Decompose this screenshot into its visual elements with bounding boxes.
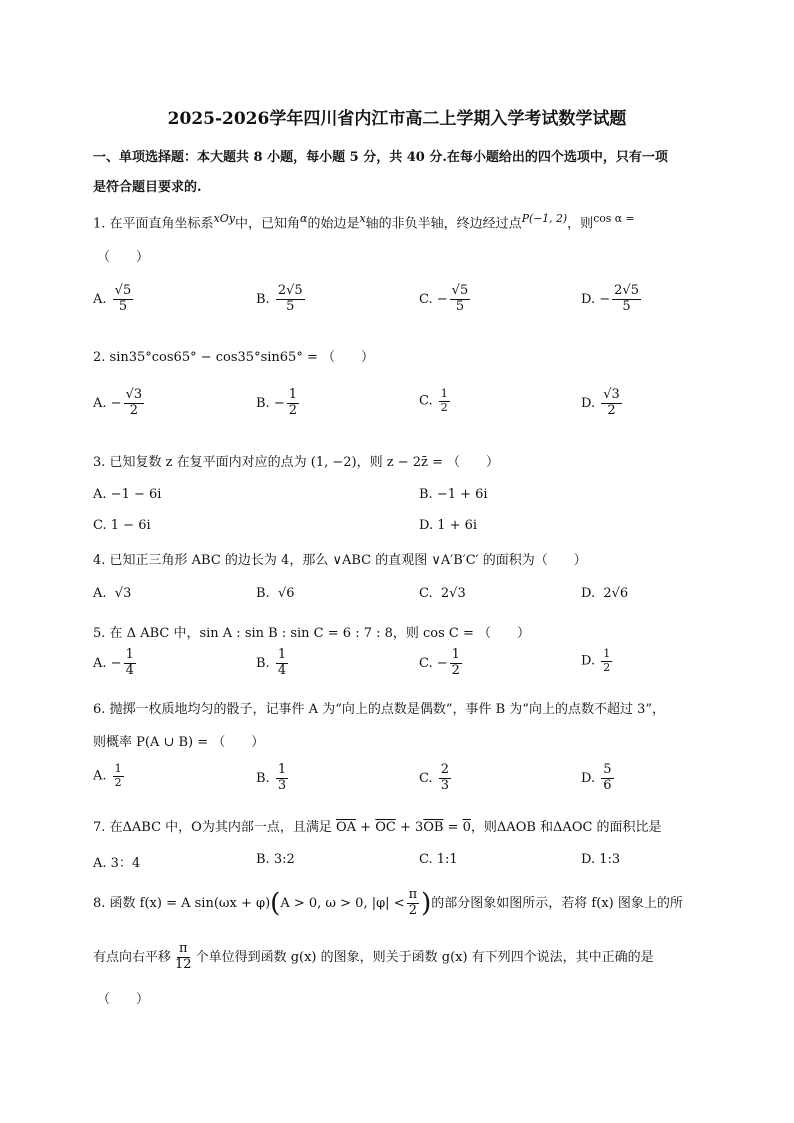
question-6-option-c: C. $\frac{2}{3}$ <box>419 762 450 793</box>
question-1-option-d: D. − $\frac{2√5}{5}$ <box>581 283 639 314</box>
fraction: $\frac{1}{4}$ <box>125 647 134 678</box>
fraction: $\frac{2√5}{5}$ <box>614 283 639 314</box>
fraction: $\frac{1}{2}$ <box>440 387 448 414</box>
question-4-option-d: D. 2√6 <box>581 586 629 601</box>
question-3-stem: 3. 已知复数 z 在复平面内对应的点为 (1, −2)，则 z − 2z̄ = （ ） <box>93 455 500 470</box>
question-1-stem: 1. 在平面直角坐标系$^{xOy}$中，已知角$^\alpha$的始边是$^x$轴的非负半轴，终边经过点$^{P(-1, 2)}$，则$^{cos \alpha =}$ <box>93 212 635 232</box>
question-1-option-b: B. $\frac{2√5}{5}$ <box>256 283 303 314</box>
question-3-option-c: C. 1 − 6i <box>93 518 151 533</box>
question-8-stem-line2: 有点向右平移 $\frac{\pi}{12}$ 个单位得到函数 g(x) 的图象，则关于函数 g(x) 有下列四个说法，其中正确的是 <box>93 941 654 972</box>
question-3-option-b: B. −1 + 6i <box>419 487 488 502</box>
question-7-stem: 7. 在ΔABC 中，O为其内部一点，且满足 $\overline{OA} + \overline{OC} + 3\overline{OB} = 0$，则ΔAOB 和ΔAOC 的面积比是 <box>93 820 662 835</box>
fraction: $\frac{1}{4}$ <box>277 647 287 678</box>
question-6-stem-line2: 则概率 P(A ∪ B) = （ ） <box>93 735 265 750</box>
question-7-option-d: D. 1:3 <box>581 852 621 867</box>
question-5-option-c: C. − $\frac{1}{2}$ <box>419 647 460 678</box>
question-5-stem: 5. 在 Δ ABC 中，sin A : sin B : sin C = 6 : 7 : 8，则 cos C = （ ） <box>93 626 531 641</box>
fraction: $\frac{√5}{5}$ <box>114 283 132 314</box>
fraction: $\frac{2}{3}$ <box>440 762 450 793</box>
fraction: $\frac{2√5}{5}$ <box>277 283 303 314</box>
section-header-line1: 一、单项选择题：本大题共 8 小题，每小题 5 分，共 40 分.在每小题给出的四个选项中，只有一项 <box>93 150 668 165</box>
fraction: $\frac{1}{3}$ <box>277 762 287 793</box>
question-1-option-c: C. − $\frac{√5}{5}$ <box>419 283 469 314</box>
question-2-option-c: C. $\frac{1}{2}$ <box>419 387 448 414</box>
question-2-stem: 2. sin35°cos65° − cos35°sin65° = （ ） <box>93 350 374 365</box>
question-7-option-c: C. 1:1 <box>419 852 458 867</box>
section-header-line2: 是符合题目要求的. <box>93 180 202 195</box>
right-paren: ) <box>421 888 432 919</box>
fraction: $\frac{1}{2}$ <box>288 387 298 418</box>
question-2-option-b: B. − $\frac{1}{2}$ <box>256 387 298 418</box>
fraction: $\frac{\pi}{2}$ <box>408 887 418 918</box>
question-4-stem: 4. 已知正三角形 ABC 的边长为 4，那么 ∨ABC 的直观图 ∨A′B′C′ 的面积为（ ） <box>93 553 587 568</box>
page-title: 2025-2026学年四川省内江市高二上学期入学考试数学试题 <box>167 109 627 129</box>
question-3-option-a: A. −1 − 6i <box>93 487 162 502</box>
question-2-option-a: A. − $\frac{√3}{2}$ <box>93 387 143 418</box>
question-7-option-a: A. 3：4 <box>93 856 141 871</box>
fraction: $\frac{1}{2}$ <box>114 762 122 789</box>
question-2-option-d: D. $\frac{√3}{2}$ <box>581 387 620 418</box>
fraction: $\frac{1}{2}$ <box>451 647 460 678</box>
fraction: $\frac{√3}{2}$ <box>603 387 620 418</box>
question-1-bracket: （ ） <box>97 250 150 265</box>
question-6-stem-line1: 6. 抛掷一枚质地均匀的骰子，记事件 A 为“向上的点数是偶数”，事件 B 为“向上的点数不超过 3”， <box>93 702 665 717</box>
fraction: $\frac{1}{2}$ <box>603 647 611 674</box>
fraction: $\frac{\pi}{12}$ <box>175 941 192 972</box>
question-5-option-b: B. $\frac{1}{4}$ <box>256 647 287 678</box>
question-3-option-d: D. 1 + 6i <box>419 518 478 533</box>
fraction: $\frac{√5}{5}$ <box>451 283 469 314</box>
fraction: $\frac{5}{6}$ <box>603 762 612 793</box>
question-5-option-a: A. − $\frac{1}{4}$ <box>93 647 134 678</box>
question-4-option-a: A. √3 <box>93 586 132 601</box>
question-6-option-d: D. $\frac{5}{6}$ <box>581 762 612 793</box>
question-1-option-a: A. $\frac{√5}{5}$ <box>93 283 132 314</box>
question-5-option-d: D. $\frac{1}{2}$ <box>581 647 611 674</box>
left-paren: ( <box>270 888 281 919</box>
question-6-option-b: B. $\frac{1}{3}$ <box>256 762 287 793</box>
question-6-option-a: A. $\frac{1}{2}$ <box>93 762 122 789</box>
question-7-option-b: B. 3:2 <box>256 852 295 867</box>
question-4-option-c: C. 2√3 <box>419 586 466 601</box>
question-8-bracket: （ ） <box>97 992 150 1007</box>
fraction: $\frac{√3}{2}$ <box>125 387 143 418</box>
question-8-stem-line1: 8. 函数 f(x) = A sin(ωx + φ)(A > 0, ω > 0, |φ| < $\frac{\pi}{2}$ )的部分图象如图所示，若将 f(x) 图象上的所 <box>93 887 683 919</box>
question-4-option-b: B. √6 <box>256 586 295 601</box>
